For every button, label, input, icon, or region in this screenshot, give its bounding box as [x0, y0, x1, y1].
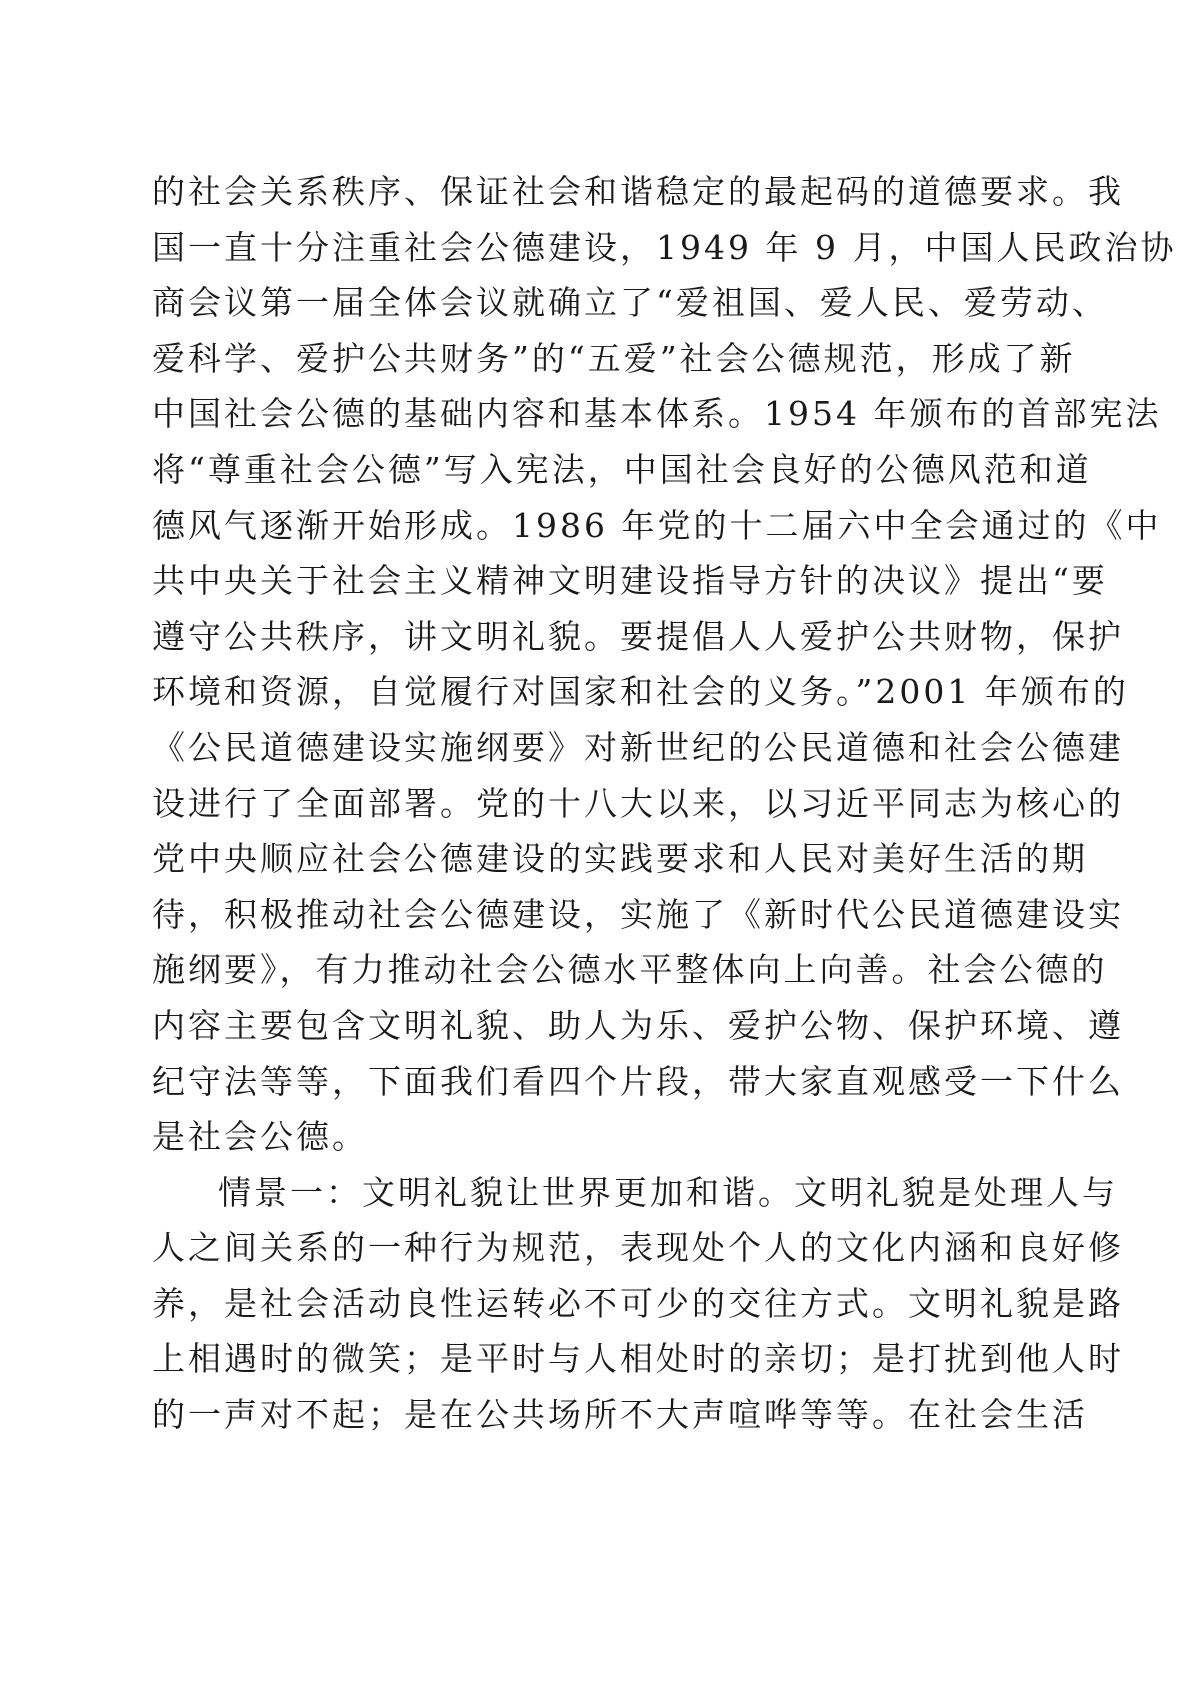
text-line: 上相遇时的微笑；是平时与人相处时的亲切；是打扰到他人时	[152, 1339, 1124, 1379]
text-line: 待，积极推动社会公德建设，实施了《新时代公民道德建设实	[152, 894, 1124, 934]
paragraph-1	[152, 164, 1177, 1165]
text-line: 是社会公德。	[152, 1117, 368, 1157]
text-line: 养，是社会活动良性运转必不可少的交往方式。文明礼貌是路	[152, 1283, 1124, 1323]
text-line: 《公民道德建设实施纲要》对新世纪的公民道德和社会公德建	[152, 727, 1124, 767]
text-line: 国一直十分注重社会公德建设，1949 年 9 月，中国人民政治协	[152, 227, 1177, 267]
text-line: 共中央关于社会主义精神文明建设指导方针的决议》提出“要	[152, 561, 1108, 601]
text-line: 商会议第一届全体会议就确立了“爱祖国、爱人民、爱劳动、	[152, 283, 1108, 323]
text-line: 的一声对不起；是在公共场所不大声喧哗等等。在社会生活	[152, 1395, 1088, 1435]
body-text	[152, 164, 1177, 1443]
paragraph-2	[152, 1165, 1124, 1443]
text-line: 遵守公共秩序，讲文明礼貌。要提倡人人爱护公共财物，保护	[152, 616, 1124, 656]
text-line: 的社会关系秩序、保证社会和谐稳定的最起码的道德要求。我	[152, 172, 1124, 211]
text-line: 德风气逐渐开始形成。1986 年党的十二届六中全会通过的《中	[152, 505, 1162, 545]
text-line: 情景一：文明礼貌让世界更加和谐。文明礼貌是处理人与	[218, 1172, 1118, 1212]
text-line: 纪守法等等，下面我们看四个片段，带大家直观感受一下什么	[152, 1061, 1124, 1101]
text-line: 党中央顺应社会公德建设的实践要求和人民对美好生活的期	[152, 839, 1088, 879]
text-line: 将“尊重社会公德”写入宪法，中国社会良好的公德风范和道	[152, 449, 1092, 489]
text-line: 爱科学、爱护公共财务”的“五爱”社会公德规范，形成了新	[152, 338, 1076, 378]
text-line: 环境和资源，自觉履行对国家和社会的义务。”2001 年颁布的	[152, 672, 1129, 712]
text-line: 施纲要》，有力推动社会公德水平整体向上向善。社会公德的	[152, 950, 1108, 990]
text-line: 内容主要包含文明礼貌、助人为乐、爱护公物、保护环境、遵	[152, 1005, 1124, 1045]
text-line: 人之间关系的一种行为规范，表现处个人的文化内涵和良好修	[152, 1228, 1124, 1268]
text-line: 设进行了全面部署。党的十八大以来，以习近平同志为核心的	[152, 783, 1124, 823]
text-line: 中国社会公德的基础内容和基本体系。1954 年颁布的首部宪法	[152, 394, 1162, 434]
